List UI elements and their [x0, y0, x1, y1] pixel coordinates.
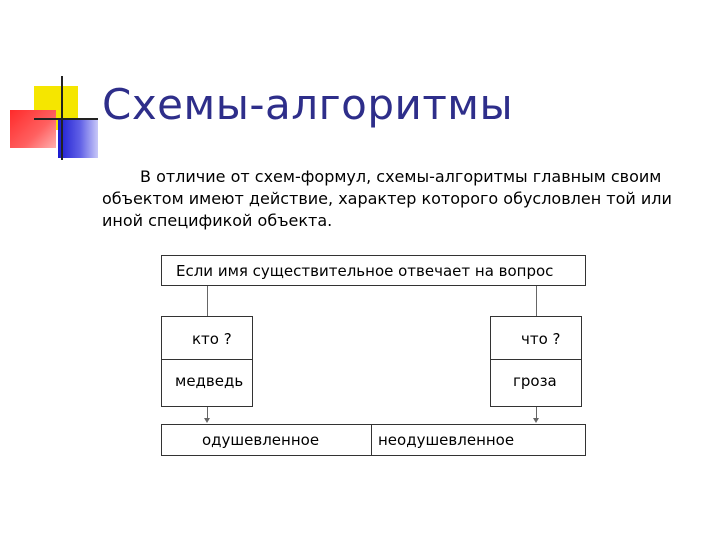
right-branch-box	[490, 316, 582, 407]
result-box	[161, 424, 586, 456]
result-animate: одушевленное	[202, 431, 320, 449]
right-answer-label: гроза	[513, 372, 557, 390]
slide-body-text: В отличие от схем-формул, схемы-алгоритмы главным своим объектом имеют действие, характер которого обусловлен той или иной спецификой объекта.	[102, 167, 672, 230]
arrow-left-down-icon	[204, 418, 210, 423]
right-box-divider	[491, 359, 581, 360]
connector-left-top	[207, 286, 208, 316]
right-question-label: что ?	[521, 330, 561, 348]
result-inanimate: неодушевленное	[378, 431, 515, 449]
slide-title: Схемы-алгоритмы	[102, 80, 514, 129]
question-box: Если имя существительное отвечает на вопрос	[161, 255, 586, 286]
left-question-label: кто ?	[192, 330, 232, 348]
left-branch-box	[161, 316, 253, 407]
decor-blue-square	[58, 118, 98, 158]
left-answer-label: медведь	[175, 372, 244, 390]
arrow-right-down-icon	[533, 418, 539, 423]
result-divider	[371, 425, 372, 455]
left-box-divider	[162, 359, 252, 360]
connector-right-top	[536, 286, 537, 316]
decor-red-square	[10, 110, 56, 148]
decor-horizontal-line	[34, 118, 98, 120]
